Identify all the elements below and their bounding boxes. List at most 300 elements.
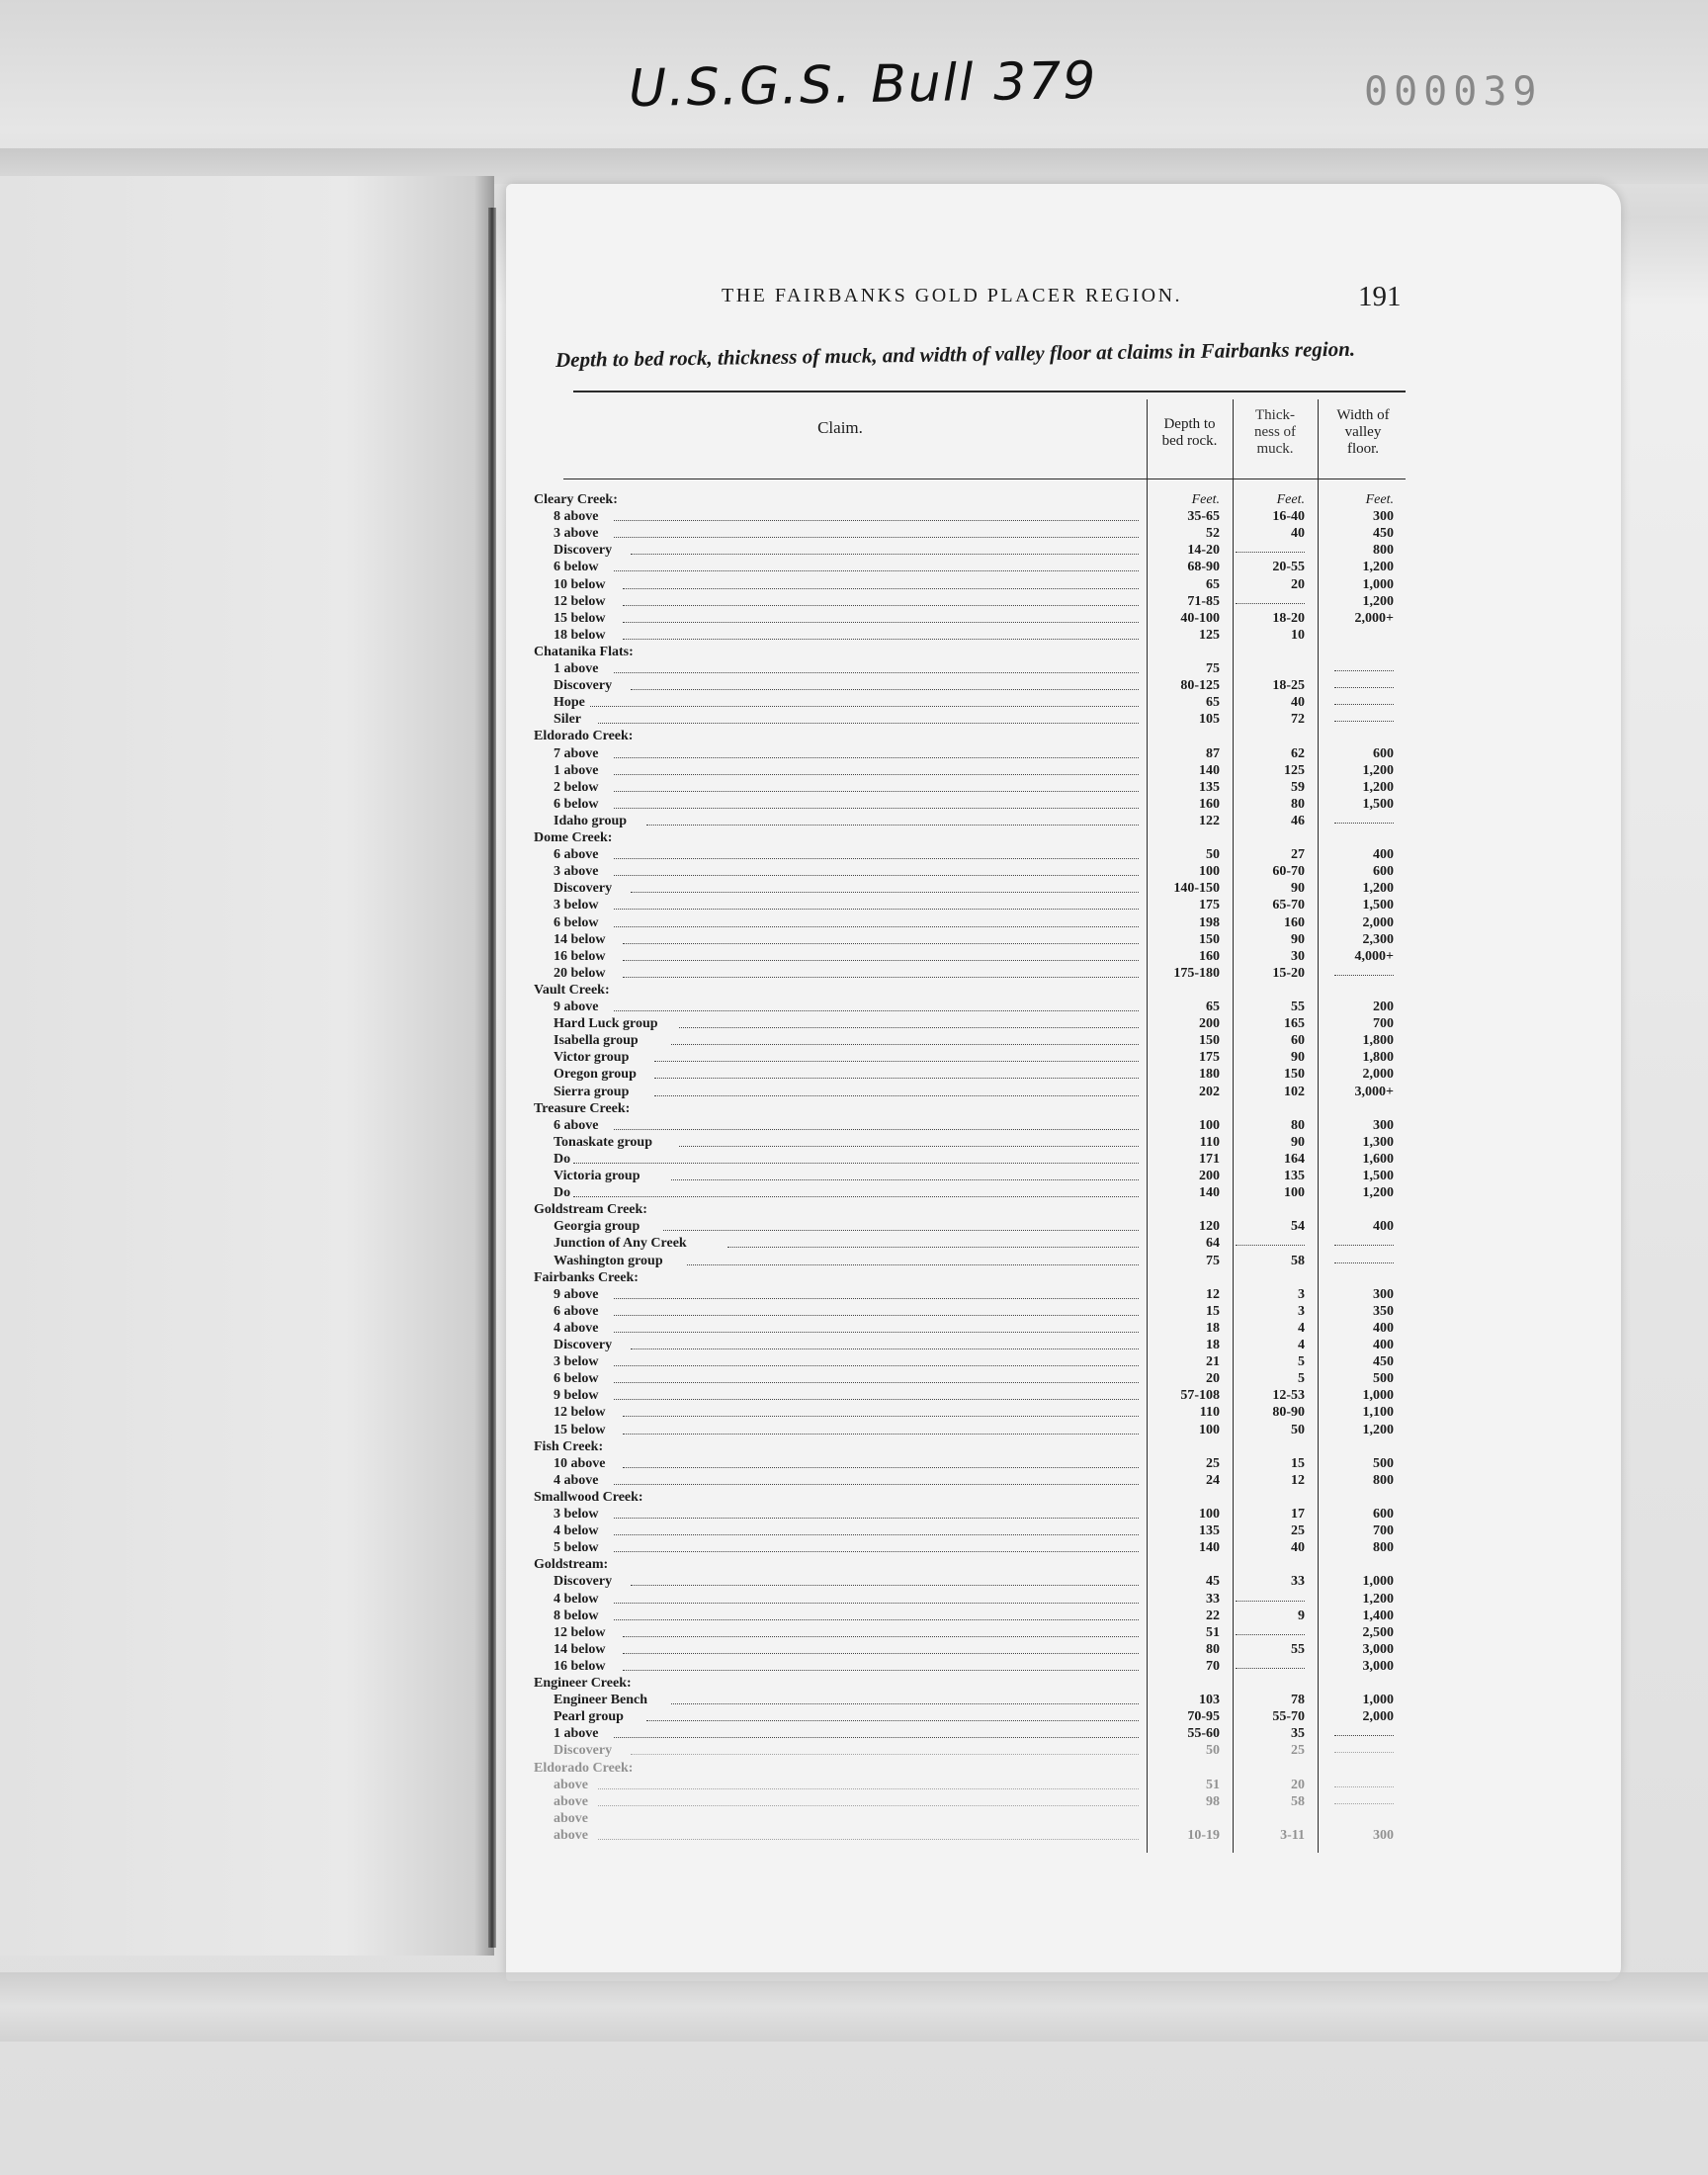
claim-cell: Oregon group: [554, 1067, 637, 1083]
depth-cell: 180: [1199, 1067, 1220, 1083]
muck-cell: 55: [1291, 1641, 1305, 1657]
dot-leader: [623, 943, 1139, 944]
width-cell: 300: [1373, 1286, 1394, 1302]
claim-cell: 6 above: [554, 1303, 599, 1319]
depth-cell: 51: [1206, 1624, 1220, 1640]
table-row: [534, 1591, 1413, 1608]
table-row: [534, 1624, 1413, 1641]
table-row: [534, 1286, 1413, 1303]
muck-cell: 20-55: [1272, 560, 1305, 575]
left-page: [0, 176, 494, 1956]
muck-cell: 90: [1291, 1134, 1305, 1150]
muck-cell: 18-20: [1272, 610, 1305, 626]
dot-leader: [614, 1010, 1139, 1011]
width-cell: 500: [1373, 1371, 1394, 1387]
dot-leader: [614, 909, 1139, 910]
depth-cell: 20: [1206, 1371, 1220, 1387]
width-cell: [1334, 1777, 1394, 1787]
muck-cell: 80: [1291, 796, 1305, 812]
depth-cell: 55-60: [1187, 1726, 1220, 1742]
table-row: [534, 897, 1413, 914]
dot-leader: [614, 1129, 1139, 1130]
depth-cell: 160: [1199, 948, 1220, 964]
claim-cell: 2 below: [554, 779, 599, 795]
dot-leader: [646, 1720, 1139, 1721]
depth-cell: 105: [1199, 712, 1220, 728]
table-group-row: [534, 1556, 1413, 1573]
width-cell: 350: [1373, 1303, 1394, 1319]
table-row: [534, 1235, 1413, 1252]
depth-cell: 15: [1206, 1303, 1220, 1319]
muck-cell: 30: [1291, 948, 1305, 964]
claim-cell: 7 above: [554, 745, 599, 761]
muck-cell: 3: [1298, 1303, 1305, 1319]
width-cell: 1,500: [1362, 1169, 1394, 1183]
dot-leader: [631, 1348, 1139, 1349]
muck-cell: 3-11: [1280, 1827, 1305, 1843]
table-row: [534, 660, 1413, 677]
dot-leader: [614, 774, 1139, 775]
claim-cell: 18 below: [554, 627, 606, 643]
width-cell: 1,000: [1362, 576, 1394, 592]
dot-leader: [623, 639, 1139, 640]
dot-leader: [631, 1754, 1139, 1755]
claim-cell: 16 below: [554, 1658, 606, 1674]
table-row: [534, 762, 1413, 779]
muck-cell: [1236, 1235, 1305, 1246]
dot-leader: [614, 1332, 1139, 1333]
width-cell: 1,200: [1362, 593, 1394, 609]
claim-cell: 10 below: [554, 576, 606, 592]
dot-leader: [590, 706, 1139, 707]
muck-cell: [1236, 1591, 1305, 1602]
table-row: [534, 1810, 1413, 1827]
table-group-row: [534, 1201, 1413, 1218]
width-cell: 800: [1373, 543, 1394, 559]
table-row: [534, 965, 1413, 982]
dot-leader: [614, 791, 1139, 792]
depth-cell: 140: [1199, 1540, 1220, 1556]
claim-cell: Hope: [554, 695, 585, 711]
table-row: [534, 1049, 1413, 1066]
claim-cell: 1 above: [554, 661, 599, 676]
muck-cell: 4: [1298, 1338, 1305, 1352]
muck-cell: 33: [1291, 1574, 1305, 1590]
dot-leader: [727, 1247, 1139, 1248]
width-cell: 2,300: [1362, 931, 1394, 947]
table-row: [534, 1370, 1413, 1387]
depth-cell: 70: [1206, 1658, 1220, 1674]
claim-cell: Dome Creek:: [534, 830, 613, 845]
width-cell: 3,000: [1362, 1641, 1394, 1657]
dot-leader: [614, 1365, 1139, 1366]
width-cell: 1,500: [1362, 796, 1394, 812]
claim-cell: Hard Luck group: [554, 1016, 658, 1032]
dot-leader: [614, 1551, 1139, 1552]
claim-cell: 12 below: [554, 1624, 606, 1640]
claim-cell: 4 below: [554, 1591, 599, 1607]
claim-cell: 12 below: [554, 593, 606, 609]
table-row: [534, 1827, 1413, 1844]
column-header-claim: Claim.: [817, 418, 863, 437]
muck-cell: 5: [1298, 1371, 1305, 1387]
claim-cell: Eldorado Creek:: [534, 729, 634, 744]
width-cell: 400: [1373, 1320, 1394, 1336]
depth-cell: 100: [1199, 1117, 1220, 1133]
table-row: [534, 1742, 1413, 1759]
stamp-number: 000039: [1364, 69, 1543, 115]
dot-leader: [614, 1619, 1139, 1620]
dot-leader: [671, 1044, 1139, 1045]
handwritten-title: U.S.G.S. Bull 379: [628, 50, 1098, 120]
width-cell: 400: [1373, 1219, 1394, 1235]
table-row: [534, 1777, 1413, 1793]
width-cell: [1334, 1725, 1394, 1736]
width-cell: 300: [1373, 509, 1394, 525]
table-row: [534, 1117, 1413, 1134]
claim-cell: 3 below: [554, 1507, 599, 1522]
muck-cell: 102: [1284, 1084, 1305, 1099]
depth-cell: 135: [1199, 779, 1220, 795]
depth-cell: 122: [1199, 813, 1220, 828]
dot-leader: [573, 1196, 1139, 1197]
depth-cell: 103: [1199, 1693, 1220, 1708]
depth-cell: 120: [1199, 1219, 1220, 1235]
width-cell: [1334, 677, 1394, 688]
claim-cell: 3 above: [554, 864, 599, 880]
depth-cell: 202: [1199, 1084, 1220, 1099]
dot-leader: [614, 1399, 1139, 1400]
table-row: [534, 1708, 1413, 1725]
width-cell: 1,200: [1362, 560, 1394, 575]
table-row: [534, 1032, 1413, 1049]
claim-cell: Smallwood Creek:: [534, 1489, 643, 1505]
claim-cell: 10 above: [554, 1455, 606, 1471]
table-group-row: [534, 1269, 1413, 1286]
muck-cell: 72: [1291, 712, 1305, 728]
table-row: [534, 1168, 1413, 1184]
column-header-depth: Depth to bed rock.: [1161, 416, 1218, 449]
depth-cell: 51: [1206, 1777, 1220, 1792]
width-cell: 600: [1373, 864, 1394, 880]
muck-cell: 54: [1291, 1219, 1305, 1235]
dot-leader: [614, 570, 1139, 571]
muck-cell: 27: [1291, 847, 1305, 863]
claim-cell: Goldstream:: [534, 1557, 609, 1573]
depth-cell: 200: [1199, 1169, 1220, 1183]
muck-cell: 55: [1291, 1000, 1305, 1014]
dot-leader: [623, 588, 1139, 589]
table-top-rule: [573, 391, 1406, 392]
dot-leader: [671, 1179, 1139, 1180]
claim-cell: Chatanika Flats:: [534, 644, 634, 659]
width-cell: 1,200: [1362, 1185, 1394, 1201]
muck-cell: 25: [1291, 1743, 1305, 1759]
claim-cell: Discovery: [554, 881, 613, 897]
table-row: [534, 948, 1413, 965]
claim-cell: Georgia group: [554, 1219, 640, 1235]
claim-cell: Discovery: [554, 1574, 613, 1590]
dot-leader: [623, 960, 1139, 961]
depth-cell: 50: [1206, 847, 1220, 863]
width-cell: 1,100: [1362, 1405, 1394, 1421]
depth-cell: 22: [1206, 1608, 1220, 1623]
width-cell: [1334, 1793, 1394, 1804]
table-row: [534, 1692, 1413, 1708]
width-cell: 600: [1373, 745, 1394, 761]
claim-cell: 4 below: [554, 1523, 599, 1539]
muck-cell: 35: [1291, 1726, 1305, 1742]
table-row: [534, 1539, 1413, 1556]
dot-leader: [614, 672, 1139, 673]
claim-cell: 6 above: [554, 1117, 599, 1133]
claim-cell: 3 above: [554, 526, 599, 542]
depth-cell: 98: [1206, 1793, 1220, 1809]
table-row: [534, 711, 1413, 728]
muck-cell: 62: [1291, 745, 1305, 761]
width-cell: 450: [1373, 526, 1394, 542]
width-cell: 1,400: [1362, 1608, 1394, 1623]
dot-leader: [598, 723, 1139, 724]
claim-cell: 12 below: [554, 1405, 606, 1421]
claim-cell: Engineer Creek:: [534, 1676, 632, 1691]
book-gutter: [488, 208, 496, 1948]
depth-cell: 200: [1199, 1016, 1220, 1032]
depth-cell: 140-150: [1173, 881, 1220, 897]
column-header-width: Width of valley floor.: [1336, 407, 1390, 457]
width-cell: [1334, 1742, 1394, 1753]
muck-cell: 58: [1291, 1253, 1305, 1268]
claim-cell: Eldorado Creek:: [534, 1760, 634, 1776]
claim-cell: Victoria group: [554, 1169, 640, 1183]
table-row: [534, 1725, 1413, 1742]
claim-cell: Pearl group: [554, 1709, 624, 1725]
depth-cell: 18: [1206, 1320, 1220, 1336]
muck-cell: 90: [1291, 931, 1305, 947]
claim-cell: 8 below: [554, 1608, 599, 1623]
dot-leader: [573, 1163, 1139, 1164]
table-row: [534, 1134, 1413, 1151]
table-row: [534, 525, 1413, 542]
width-cell: 1,200: [1362, 762, 1394, 778]
width-cell: [1334, 1235, 1394, 1246]
claim-cell: 14 below: [554, 931, 606, 947]
claim-cell: 6 below: [554, 560, 599, 575]
depth-cell: 75: [1206, 661, 1220, 676]
table-row: [534, 1641, 1413, 1658]
claim-cell: 5 below: [554, 1540, 599, 1556]
width-cell: 1,600: [1362, 1151, 1394, 1167]
width-cell: [1334, 711, 1394, 722]
muck-cell: 5: [1298, 1354, 1305, 1370]
depth-cell: 150: [1199, 931, 1220, 947]
muck-cell: 90: [1291, 1050, 1305, 1066]
table-row: [534, 1608, 1413, 1624]
muck-cell: 40: [1291, 526, 1305, 542]
width-cell: 2,000: [1362, 914, 1394, 930]
dot-leader: [598, 1805, 1139, 1806]
table-row: [534, 1253, 1413, 1269]
muck-cell: 20: [1291, 576, 1305, 592]
depth-cell: 80: [1206, 1641, 1220, 1657]
muck-cell: 80: [1291, 1117, 1305, 1133]
muck-cell: [1236, 593, 1305, 604]
dot-leader: [614, 520, 1139, 521]
dot-leader: [631, 689, 1139, 690]
dot-leader: [663, 1230, 1139, 1231]
muck-cell: 12-53: [1272, 1388, 1305, 1404]
width-cell: 1,500: [1362, 898, 1394, 914]
depth-cell: 18: [1206, 1338, 1220, 1352]
dot-leader: [614, 926, 1139, 927]
depth-cell: 10-19: [1187, 1827, 1220, 1843]
dot-leader: [679, 1146, 1139, 1147]
width-cell: 400: [1373, 847, 1394, 863]
width-cell: 1,800: [1362, 1033, 1394, 1049]
table-row: [534, 542, 1413, 559]
claim-cell: Washington group: [554, 1253, 663, 1268]
width-cell: 300: [1373, 1117, 1394, 1133]
muck-cell: 125: [1284, 762, 1305, 778]
table-group-row: [534, 1100, 1413, 1117]
claim-cell: above: [554, 1810, 588, 1826]
width-cell: 1,000: [1362, 1388, 1394, 1404]
table-row: [534, 796, 1413, 813]
muck-cell: 78: [1291, 1693, 1305, 1708]
depth-cell: 21: [1206, 1354, 1220, 1370]
width-cell: 1,000: [1362, 1574, 1394, 1590]
width-cell: 450: [1373, 1354, 1394, 1370]
muck-cell: 100: [1284, 1185, 1305, 1201]
claim-cell: Discovery: [554, 1743, 613, 1759]
table-caption: Depth to bed rock, thickness of muck, and width of valley floor at claims in Fairbanks region.: [555, 336, 1356, 373]
claim-cell: 6 below: [554, 914, 599, 930]
claim-cell: 6 below: [554, 796, 599, 812]
width-cell: [1334, 813, 1394, 824]
scan-band-bottom: [0, 1972, 1708, 2042]
depth-cell: 45: [1206, 1574, 1220, 1590]
depth-cell: 110: [1199, 1134, 1220, 1150]
muck-cell: [1236, 542, 1305, 553]
claim-cell: 8 above: [554, 509, 599, 525]
table-row: [534, 508, 1413, 525]
depth-cell: 135: [1199, 1523, 1220, 1539]
page-number: 191: [1358, 281, 1402, 312]
table-group-row: [534, 1438, 1413, 1455]
dot-leader: [614, 1603, 1139, 1604]
table-row: [534, 1573, 1413, 1590]
depth-cell: 50: [1206, 1743, 1220, 1759]
table-row: [534, 1658, 1413, 1675]
depth-cell: 71-85: [1187, 593, 1220, 609]
table-row: [534, 1066, 1413, 1083]
claim-cell: 16 below: [554, 948, 606, 964]
width-cell: 800: [1373, 1472, 1394, 1488]
depth-cell: 33: [1206, 1591, 1220, 1607]
width-cell: 1,800: [1362, 1050, 1394, 1066]
dot-leader: [614, 1534, 1139, 1535]
claim-cell: 4 above: [554, 1320, 599, 1336]
table-row: [534, 576, 1413, 593]
muck-cell: 40: [1291, 695, 1305, 711]
muck-cell: 59: [1291, 779, 1305, 795]
table-row: [534, 1353, 1413, 1370]
claim-cell: 20 below: [554, 965, 606, 981]
dot-leader: [623, 605, 1139, 606]
depth-cell: 65: [1206, 1000, 1220, 1014]
dot-leader: [679, 1027, 1139, 1028]
table-group-row: [534, 491, 1413, 508]
table-row: [534, 1522, 1413, 1539]
muck-cell: 25: [1291, 1523, 1305, 1539]
table-row: [534, 1015, 1413, 1032]
width-cell: 3,000+: [1354, 1084, 1394, 1099]
table-row: [534, 559, 1413, 575]
dot-leader: [614, 1518, 1139, 1519]
width-cell: 2,000: [1362, 1709, 1394, 1725]
width-cell: 2,000+: [1354, 610, 1394, 626]
table-group-row: [534, 1675, 1413, 1692]
table-row: [534, 999, 1413, 1015]
claim-cell: Idaho group: [554, 813, 628, 828]
muck-cell: 16-40: [1272, 509, 1305, 525]
width-cell: 3,000: [1362, 1658, 1394, 1674]
muck-cell: 9: [1298, 1608, 1305, 1623]
muck-cell: 60-70: [1272, 864, 1305, 880]
claim-cell: above: [554, 1777, 588, 1792]
claim-cell: Do: [554, 1151, 571, 1167]
table-group-row: [534, 982, 1413, 999]
width-cell: 400: [1373, 1338, 1394, 1352]
table-group-row: [534, 829, 1413, 846]
claim-cell: Discovery: [554, 543, 613, 559]
dot-leader: [623, 977, 1139, 978]
dot-leader: [614, 858, 1139, 859]
muck-cell: 3: [1298, 1286, 1305, 1302]
muck-cell: [1236, 1624, 1305, 1635]
muck-cell: 20: [1291, 1777, 1305, 1792]
claim-cell: 1 above: [554, 1726, 599, 1742]
claim-cell: Discovery: [554, 1338, 613, 1352]
depth-cell: 87: [1206, 745, 1220, 761]
claim-cell: 6 above: [554, 847, 599, 863]
table-group-row: [534, 728, 1413, 744]
width-cell: 500: [1373, 1455, 1394, 1471]
claim-cell: 3 below: [554, 898, 599, 914]
depth-cell: 65: [1206, 576, 1220, 592]
table-body: [534, 491, 1413, 1856]
table-row: [534, 610, 1413, 627]
claim-cell: 6 below: [554, 1371, 599, 1387]
claim-cell: Tonaskate group: [554, 1134, 652, 1150]
depth-cell: 35-65: [1187, 509, 1220, 525]
table-row: [534, 1387, 1413, 1404]
table-row: [534, 1422, 1413, 1438]
depth-cell: 57-108: [1180, 1388, 1220, 1404]
claim-cell: 9 above: [554, 1000, 599, 1014]
depth-cell: 24: [1206, 1472, 1220, 1488]
width-cell: 800: [1373, 1540, 1394, 1556]
dot-leader: [623, 1636, 1139, 1637]
width-cell: [1334, 660, 1394, 671]
table-row: [534, 1506, 1413, 1522]
claim-cell: Goldstream Creek:: [534, 1202, 647, 1218]
depth-cell: 110: [1199, 1405, 1220, 1421]
table-header-rule: [563, 478, 1406, 479]
muck-cell: 15-20: [1272, 965, 1305, 981]
muck-cell: 4: [1298, 1320, 1305, 1336]
muck-cell: 80-90: [1272, 1405, 1305, 1421]
